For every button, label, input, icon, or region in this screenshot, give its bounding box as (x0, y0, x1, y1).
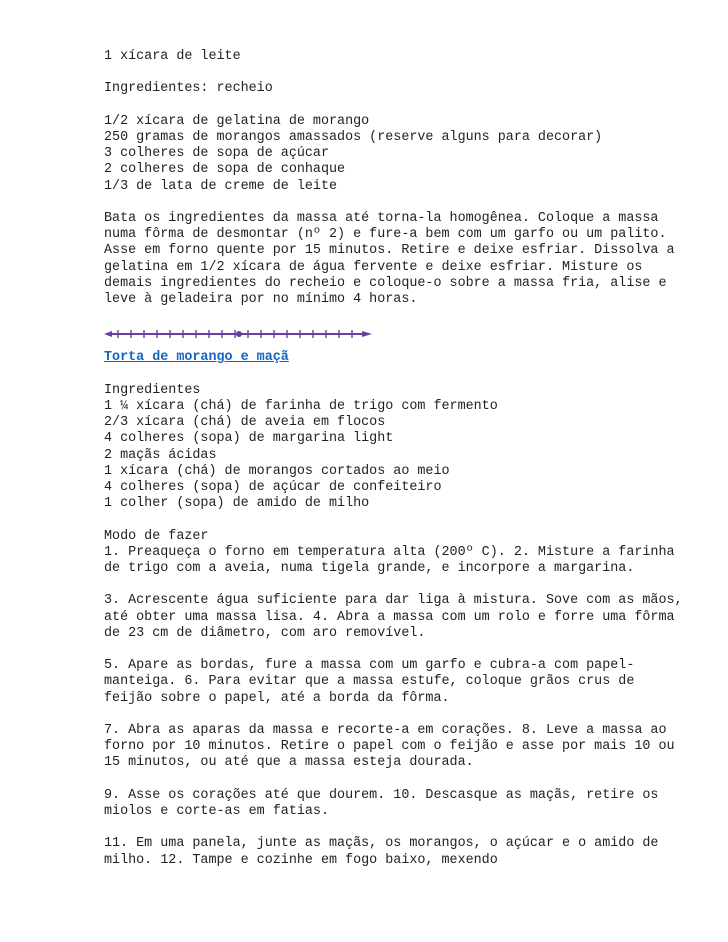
method-step: 5. Apare as bordas, fure a massa com um garfo e cubra-a com papel-manteiga. 6. Para evitar que a massa estufe, coloque grãos crus de feijão sobre o papel, até a borda da fôrma. (104, 658, 635, 706)
ingredient-line: 1 colher (sopa) de amido de milho (104, 496, 370, 512)
ingredients-heading: Ingredientes (104, 382, 201, 398)
spacer (104, 642, 684, 658)
ingredient-line: 1 xícara (chá) de morangos cortados ao meio (104, 463, 450, 479)
divider-center-knot (236, 331, 242, 337)
method-step: 3. Acrescente água suficiente para dar liga à mistura. Sove com as mãos, até obter uma massa lisa. 4. Abra a massa com um rolo e forre uma fôrma de 23 cm de diâmetro, com aro removível. (104, 593, 683, 641)
divider-end-left (104, 331, 112, 337)
document-page (104, 49, 684, 869)
method-step: 7. Abra as aparas da massa e recorte-a em corações. 8. Leve a massa ao forno por 10 minutos. Retire o papel com o feijão e asse por mais 10 ou 15 minutos, ou até que a massa esteja dourada. (104, 722, 675, 771)
spacer (104, 195, 684, 211)
spacer (104, 65, 684, 81)
spacer (104, 367, 684, 383)
method-heading: Modo de fazer (104, 528, 209, 544)
ingredient-line: 2/3 xícara (chá) de aveia em flocos (104, 415, 386, 431)
spacer (104, 308, 684, 324)
decorative-divider (104, 328, 374, 340)
spacer (104, 772, 684, 788)
spacer (104, 577, 684, 593)
filling-heading: Ingredientes: recheio (104, 81, 273, 97)
filling-ingredient: 2 colheres de sopa de conhaque (104, 162, 346, 178)
method-step: 11. Em uma panela, junte as maçãs, os morangos, o açúcar e o amido de milho. 12. Tampe e cozinhe em fogo baixo, mexendo (104, 836, 659, 868)
ingredient-line: 4 colheres (sopa) de açúcar de confeiteiro (104, 480, 442, 495)
recipe-title-line (104, 350, 684, 366)
filling-ingredient: 1/2 xícara de gelatina de morango (104, 113, 370, 129)
ingredient-line: 4 colheres (sopa) de margarina light (104, 431, 394, 447)
method-step: 9. Asse os corações até que dourem. 10. Descasque as maçãs, retire os miolos e corte-as em fatias. (104, 787, 659, 819)
filling-ingredient: 1/3 de lata de creme de leite (104, 178, 338, 194)
instructions-paragraph: Bata os ingredientes da massa até torna-la homogênea. Coloque a massa numa fôrma de desmontar (nº 2) e fure-a bem com um garfo ou um palito. Asse em forno quente por 15 minutos. Retire e deixe esfriar. Dissolva a gelatina em 1/2 xícara de água fervente e deixe esfriar. Misture os demais ingredientes do recheio e coloque-o sobre a massa fria, alise e leve à geladeira por no mínimo 4 horas. (104, 210, 675, 307)
spacer (104, 98, 684, 114)
divider-end-right (362, 331, 372, 337)
divider-graphic (104, 330, 372, 338)
intro-line: 1 xícara de leite (104, 49, 241, 64)
recipe-title-link[interactable]: Torta de morango e maçã (104, 350, 289, 366)
spacer (104, 820, 684, 836)
spacer (104, 707, 684, 723)
ingredient-line: 2 maçãs ácidas (104, 447, 217, 463)
spacer (104, 512, 684, 528)
filling-ingredient: 250 gramas de morangos amassados (reserve alguns para decorar) (104, 129, 603, 145)
ingredient-line: 1 ¼ xícara (chá) de farinha de trigo com fermento (104, 398, 498, 414)
method-step: 1. Preaqueça o forno em temperatura alta (200º C). 2. Misture a farinha de trigo com a aveia, numa tigela grande, e incorpore a margarina. (104, 544, 675, 576)
filling-ingredient: 3 colheres de sopa de açúcar (104, 146, 329, 162)
